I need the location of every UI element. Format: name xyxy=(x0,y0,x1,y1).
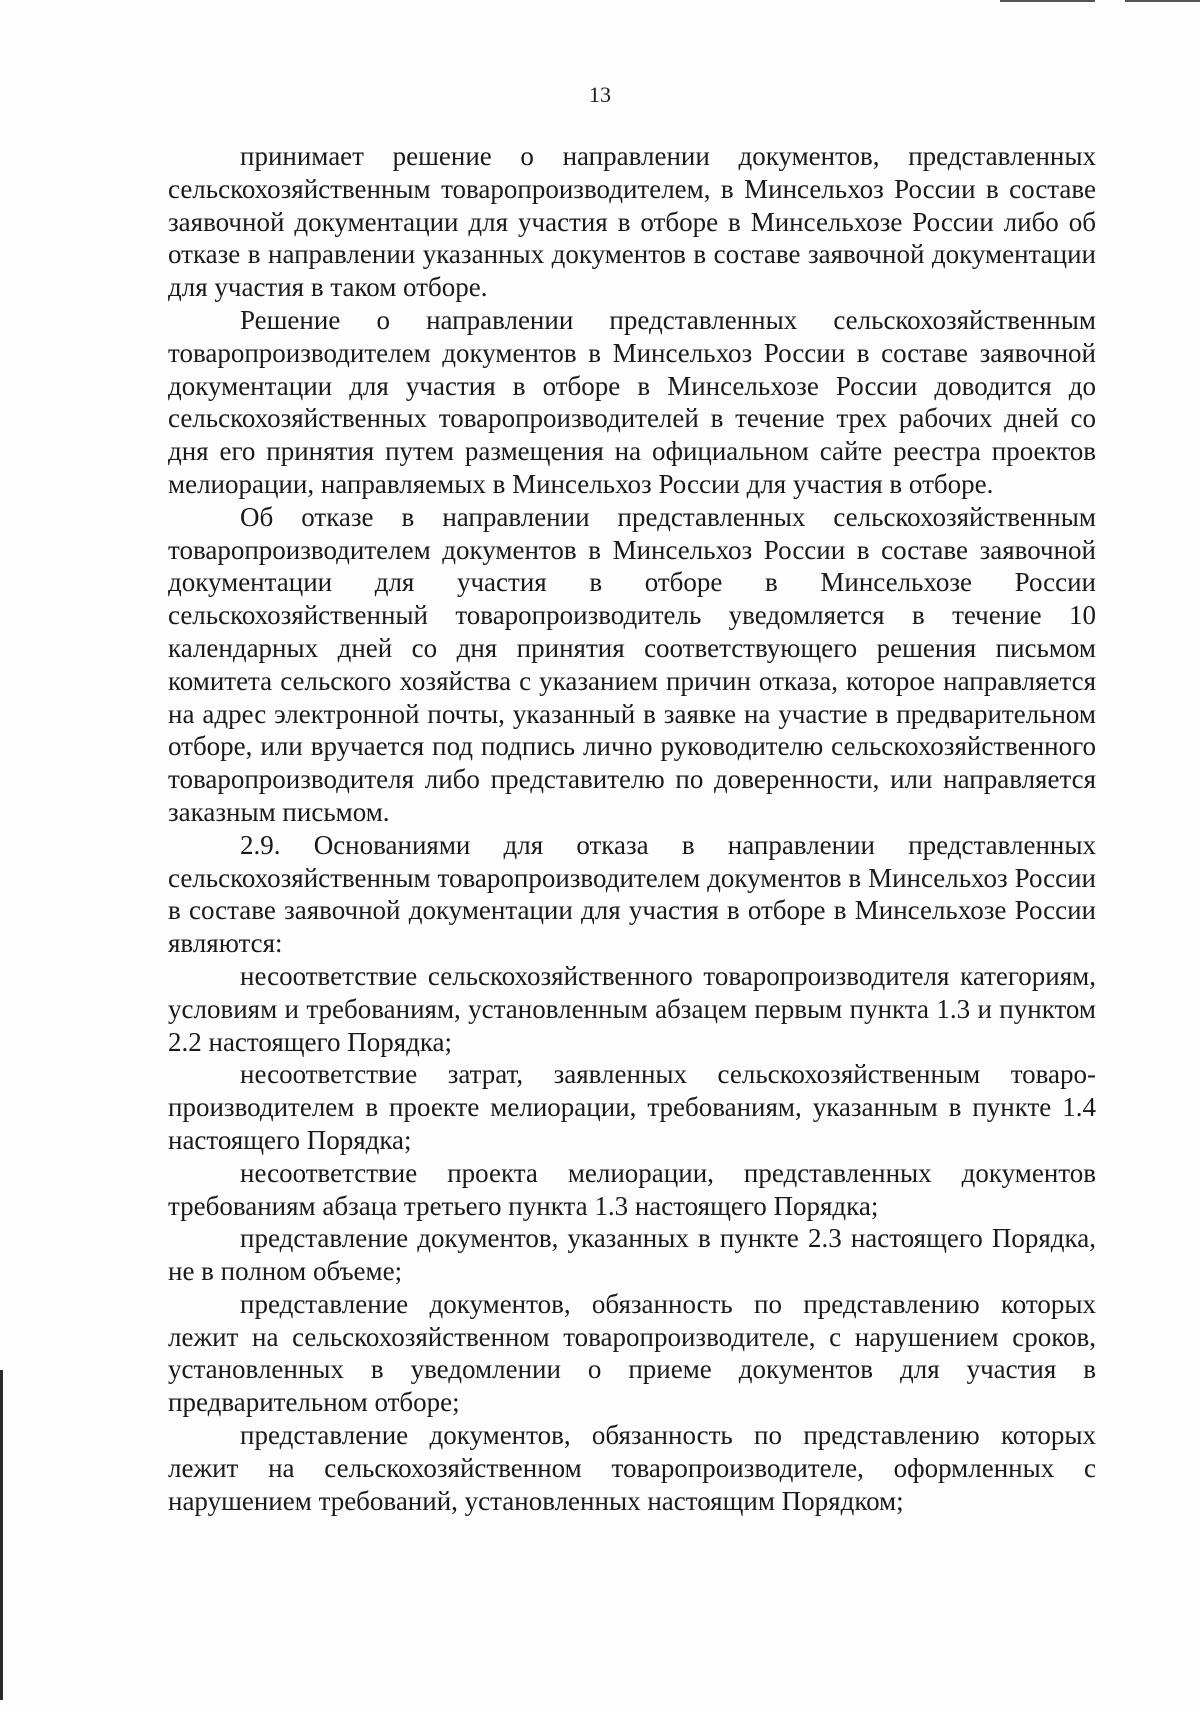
paragraph: Решение о направлении представленных сельскохозяйственным товаропроизводителем документов в Минсельхоз России в составе заявочной документации для участия в отборе в Минсельхозе России доводится до сельскохозяйственных товаропроизводителей в течение трех рабочих дней со дня его принятия путем размещения на официальном сайте реестра проектов мелиорации, направляемых в Минсельхоз России для участия в отборе. xyxy=(168,304,1096,499)
paragraph: представление документов, указанных в пункте 2.3 настоящего Порядка, не в полном объеме; xyxy=(168,1223,1096,1287)
scan-artifact xyxy=(0,1370,3,1700)
paragraph: представление документов, обязанность по представлению которых лежит на сельскохозяйственном товаропроизводителе, оформленных с нарушением требований, установленных настоящим Порядком; xyxy=(168,1420,1096,1516)
paragraph: Об отказе в направлении представленных сельскохозяйственным товаропроизводителем документов в Минсельхоз России в составе заявочной документации для участия в отборе в Минсельхозе России сельскохозяйственный товаропроизводитель уведомляется в течение 10 календарных дней со дня принятия соответствующего решения письмом комитета сельского хозяйства с указанием причин отказа, которое направляется на адрес электронной почты, указанный в заявке на участие в предварительном отборе, или вручается под подпись лично руководителю сельскохозяйственного товаропроизводителя либо представителю по доверенности, или направляется заказным письмом. xyxy=(168,501,1096,827)
scan-artifact xyxy=(1125,0,1200,2)
scan-artifact xyxy=(1000,0,1095,2)
paragraph: представление документов, обязанность по представлению которых лежит на сельскохозяйственном товаропроизводителе, с нарушением сроков, установленных в уведомлении о приеме документов для участия в предварительном отборе; xyxy=(168,1288,1096,1418)
paragraph: принимает решение о направлении документов, представленных сельскохозяйственным товаропроизводителем, в Минсельхоз России в составе заявочной документации для участия в отборе в Минсельхозе России либо об отказе в направлении указанных документов в составе заявочной документации для участия в таком отборе. xyxy=(168,141,1096,303)
paragraph: несоответствие затрат, заявленных сельскохозяйственным товаро-производителем в проекте мелиорации, требованиям, указанным в пункте 1.4 настоящего Порядка; xyxy=(168,1059,1096,1155)
paragraph: несоответствие сельскохозяйственного товаропроизводителя категориям, условиям и требованиям, установленным абзацем первым пункта 1.3 и пунктом 2.2 настоящего Порядка; xyxy=(168,960,1096,1057)
document-body xyxy=(168,140,1096,1517)
paragraph: несоответствие проекта мелиорации, представленных документов требованиям абзаца третьего пункта 1.3 настоящего Порядка; xyxy=(168,1157,1096,1221)
page-number: 13 xyxy=(589,82,611,107)
paragraph: 2.9. Основаниями для отказа в направлении представленных сельскохозяйственным товаропроизводителем документов в Минсельхоз России в составе заявочной документации для участия в отборе в Минсельхозе России являются: xyxy=(168,829,1096,959)
